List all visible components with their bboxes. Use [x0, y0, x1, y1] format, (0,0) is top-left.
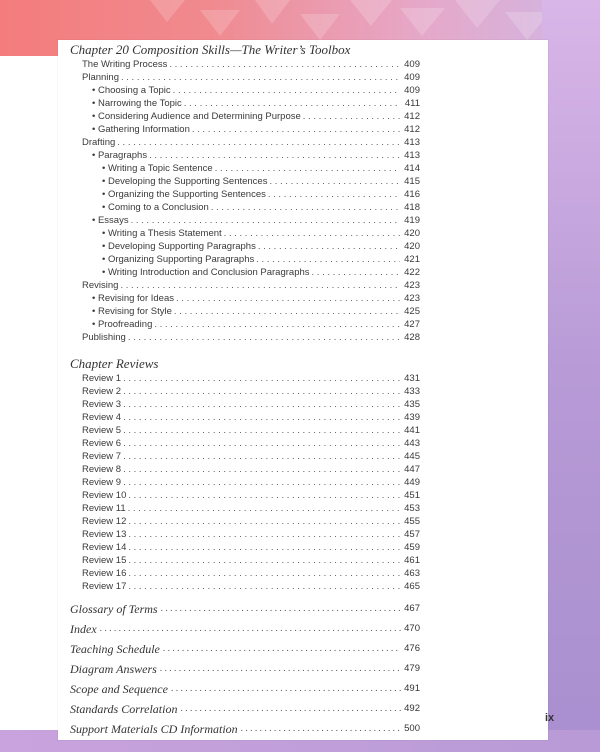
toc-entry-page: 423 — [404, 293, 420, 304]
dot-leader — [120, 279, 400, 292]
toc-entry-page: 433 — [404, 386, 420, 397]
toc-entry-label: Review 8 — [82, 464, 122, 475]
dot-leader — [100, 621, 401, 637]
toc-entry — [70, 411, 420, 424]
toc-entry — [70, 201, 420, 214]
toc-entry — [70, 697, 420, 717]
toc-entry-page: 491 — [404, 683, 420, 694]
toc-entry — [70, 398, 420, 411]
toc-entry — [70, 279, 420, 292]
toc-entry-page: 465 — [404, 581, 420, 592]
toc-entry-page: 459 — [404, 542, 420, 553]
toc-entry-label: • Paragraphs — [92, 150, 148, 161]
dot-leader — [312, 266, 400, 279]
toc-entry-page: 439 — [404, 412, 420, 423]
toc-entry — [70, 637, 420, 657]
page-number: ix — [545, 712, 555, 724]
toc-entry-page: 441 — [404, 425, 420, 436]
toc-entry-label: • Revising for Style — [92, 306, 172, 317]
dot-leader — [131, 214, 400, 227]
toc-entry — [70, 528, 420, 541]
toc-entry-page: 427 — [404, 319, 420, 330]
toc-entry-label: • Writing Introduction and Conclusion Paragraphs — [102, 267, 310, 278]
dot-leader — [123, 437, 400, 450]
toc-entry-page: 463 — [404, 568, 420, 579]
toc-entry-label: Review 3 — [82, 399, 122, 410]
toc-entry — [70, 424, 420, 437]
toc-entry — [70, 123, 420, 136]
toc-entry — [70, 110, 420, 123]
dot-leader — [163, 641, 401, 657]
dot-leader — [128, 567, 400, 580]
toc-entry — [70, 214, 420, 227]
toc-entry — [70, 240, 420, 253]
toc-entry-label: Review 6 — [82, 438, 122, 449]
toc-entry-label: Scope and Sequence — [70, 682, 168, 696]
toc-entry-page: 428 — [404, 332, 420, 343]
toc-entry — [70, 515, 420, 528]
toc-entry — [70, 253, 420, 266]
toc-entry-label: • Choosing a Topic — [92, 85, 171, 96]
chapter-reviews-entries — [70, 372, 420, 593]
dot-leader — [117, 136, 400, 149]
toc-entry-page: 461 — [404, 555, 420, 566]
toc-entry-label: • Writing a Topic Sentence — [102, 163, 213, 174]
dot-leader — [123, 398, 400, 411]
toc-entry-label: • Developing the Supporting Sentences — [102, 176, 268, 187]
toc-entry-label: Review 10 — [82, 490, 127, 501]
toc-entry-label: Review 16 — [82, 568, 127, 579]
toc-entry-page: 416 — [404, 189, 420, 200]
dot-leader — [149, 149, 400, 162]
toc-entry-page: 409 — [404, 59, 420, 70]
toc-entry — [70, 305, 420, 318]
dot-leader — [241, 721, 401, 737]
dot-leader — [154, 318, 400, 331]
toc-entry-page: 409 — [404, 85, 420, 96]
toc-entry-page: 479 — [404, 663, 420, 674]
toc-entry — [70, 502, 420, 515]
toc-entry-page: 435 — [404, 399, 420, 410]
toc-entry — [70, 717, 420, 737]
dot-leader — [123, 476, 400, 489]
toc-entry-page: 443 — [404, 438, 420, 449]
toc-entry-page: 414 — [404, 163, 420, 174]
toc-entry-page: 412 — [404, 124, 420, 135]
toc-entry — [70, 657, 420, 677]
toc-entry — [70, 71, 420, 84]
toc-entry-page: 447 — [404, 464, 420, 475]
dot-leader — [224, 227, 400, 240]
dot-leader — [123, 411, 400, 424]
toc-entry-page: 457 — [404, 529, 420, 540]
dot-leader — [121, 71, 400, 84]
toc-entry-label: Review 15 — [82, 555, 127, 566]
toc-entry-label: • Proofreading — [92, 319, 153, 330]
toc-entry-label: • Developing Supporting Paragraphs — [102, 241, 256, 252]
toc-entry — [70, 188, 420, 201]
dot-leader — [128, 515, 400, 528]
back-matter-entries — [70, 597, 420, 737]
toc-entry-label: • Gathering Information — [92, 124, 190, 135]
toc-entry — [70, 476, 420, 489]
toc-entry-label: The Writing Process — [82, 59, 168, 70]
toc-entry — [70, 331, 420, 344]
toc-entry-label: Teaching Schedule — [70, 642, 160, 656]
dot-leader — [160, 661, 401, 677]
toc-entry-page: 411 — [404, 98, 420, 109]
toc-entry-page: 449 — [404, 477, 420, 488]
toc-entry — [70, 617, 420, 637]
toc-entry-label: Review 13 — [82, 529, 127, 540]
toc-entry — [70, 292, 420, 305]
dot-leader — [184, 97, 400, 110]
toc-entry-page: 420 — [404, 228, 420, 239]
toc-entry-label: Review 1 — [82, 373, 122, 384]
toc-entry-label: Index — [70, 622, 97, 636]
dot-leader — [211, 201, 400, 214]
dot-leader — [128, 489, 400, 502]
dot-leader — [123, 450, 400, 463]
toc-entry-page: 420 — [404, 241, 420, 252]
toc-entry-label: • Coming to a Conclusion — [102, 202, 209, 213]
toc-entry — [70, 567, 420, 580]
toc-entry-label: Review 14 — [82, 542, 127, 553]
toc-entry-label: Review 5 — [82, 425, 122, 436]
toc-entry-page: 455 — [404, 516, 420, 527]
toc-entry-page: 476 — [404, 643, 420, 654]
toc-entry-page: 445 — [404, 451, 420, 462]
dot-leader — [128, 554, 400, 567]
toc-entry-page: 425 — [404, 306, 420, 317]
toc-entry — [70, 175, 420, 188]
dot-leader — [128, 502, 400, 515]
dot-leader — [180, 701, 401, 717]
toc-entry — [70, 437, 420, 450]
dot-leader — [215, 162, 400, 175]
dot-leader — [268, 188, 400, 201]
toc-entry-page: 451 — [404, 490, 420, 501]
dot-leader — [256, 253, 400, 266]
toc-entry — [70, 372, 420, 385]
toc-entry — [70, 266, 420, 279]
toc-entry-page: 421 — [404, 254, 420, 265]
dot-leader — [192, 123, 400, 136]
toc-entry — [70, 84, 420, 97]
toc-entry — [70, 97, 420, 110]
dot-leader — [176, 292, 400, 305]
toc-entry-page: 419 — [404, 215, 420, 226]
toc-entry-label: Glossary of Terms — [70, 602, 158, 616]
toc-entry-label: • Essays — [92, 215, 129, 226]
toc-entry — [70, 677, 420, 697]
toc-entry — [70, 162, 420, 175]
toc-entry-label: Support Materials CD Information — [70, 722, 238, 736]
toc-entry-label: Review 4 — [82, 412, 122, 423]
toc-entry-page: 500 — [404, 723, 420, 734]
dot-leader — [303, 110, 400, 123]
dot-leader — [128, 580, 400, 593]
toc-entry-page: 413 — [404, 150, 420, 161]
toc-entry-label: • Revising for Ideas — [92, 293, 175, 304]
toc-entry-label: Review 7 — [82, 451, 122, 462]
toc-entry-label: • Considering Audience and Determining Purpose — [92, 111, 301, 122]
dot-leader — [169, 58, 400, 71]
toc-entry — [70, 149, 420, 162]
toc-entry-label: • Writing a Thesis Statement — [102, 228, 222, 239]
toc-entry-label: Publishing — [82, 332, 126, 343]
toc-entry-page: 413 — [404, 137, 420, 148]
toc-entry-label: • Organizing the Supporting Sentences — [102, 189, 266, 200]
toc-entry — [70, 554, 420, 567]
dot-leader — [258, 240, 400, 253]
dot-leader — [123, 463, 400, 476]
toc-entry — [70, 136, 420, 149]
toc-entry-label: Review 12 — [82, 516, 127, 527]
toc-entry-page: 415 — [404, 176, 420, 187]
toc-entry-page: 422 — [404, 267, 420, 278]
dot-leader — [171, 681, 401, 697]
dot-leader — [123, 424, 400, 437]
toc-entry — [70, 227, 420, 240]
dot-leader — [123, 385, 400, 398]
toc-entry-page: 467 — [404, 603, 420, 614]
toc-entry — [70, 541, 420, 554]
dot-leader — [128, 331, 400, 344]
dot-leader — [161, 601, 402, 617]
toc-entry — [70, 597, 420, 617]
toc-entry — [70, 58, 420, 71]
dot-leader — [269, 175, 400, 188]
toc-entry-page: 423 — [404, 280, 420, 291]
dot-leader — [128, 528, 400, 541]
toc-entry — [70, 580, 420, 593]
toc-entry-page: 492 — [404, 703, 420, 714]
toc-entry — [70, 489, 420, 502]
dot-leader — [128, 541, 400, 554]
dot-leader — [173, 84, 400, 97]
toc-entry-label: • Narrowing the Topic — [92, 98, 182, 109]
toc-entry-page: 453 — [404, 503, 420, 514]
toc-entry-label: Diagram Answers — [70, 662, 157, 676]
toc-entry-label: • Organizing Supporting Paragraphs — [102, 254, 255, 265]
toc-entry-page: 431 — [404, 373, 420, 384]
chapter-20-heading: Chapter 20 Composition Skills—The Writer’s Toolbox — [70, 42, 351, 57]
toc-entry — [70, 385, 420, 398]
toc-entry-label: Review 2 — [82, 386, 122, 397]
toc-entry — [70, 463, 420, 476]
toc-entry — [70, 318, 420, 331]
toc-entry-label: Review 11 — [82, 503, 126, 514]
toc-entry-label: Drafting — [82, 137, 116, 148]
decorative-side-bar — [542, 0, 600, 752]
toc-entry-label: Review 17 — [82, 581, 127, 592]
toc-entry-page: 412 — [404, 111, 420, 122]
toc-entry — [70, 450, 420, 463]
toc-entry-page: 418 — [404, 202, 420, 213]
toc-entry-label: Review 9 — [82, 477, 122, 488]
dot-leader — [174, 305, 400, 318]
chapter-20-entries — [70, 58, 420, 344]
dot-leader — [123, 372, 400, 385]
toc-entry-label: Revising — [82, 280, 119, 291]
toc-entry-label: Planning — [82, 72, 119, 83]
toc-entry-label: Standards Correlation — [70, 702, 178, 716]
toc-entry-page: 409 — [404, 72, 420, 83]
table-of-contents — [70, 42, 420, 737]
toc-entry-page: 470 — [404, 623, 420, 634]
chapter-reviews-heading: Chapter Reviews — [70, 356, 159, 371]
